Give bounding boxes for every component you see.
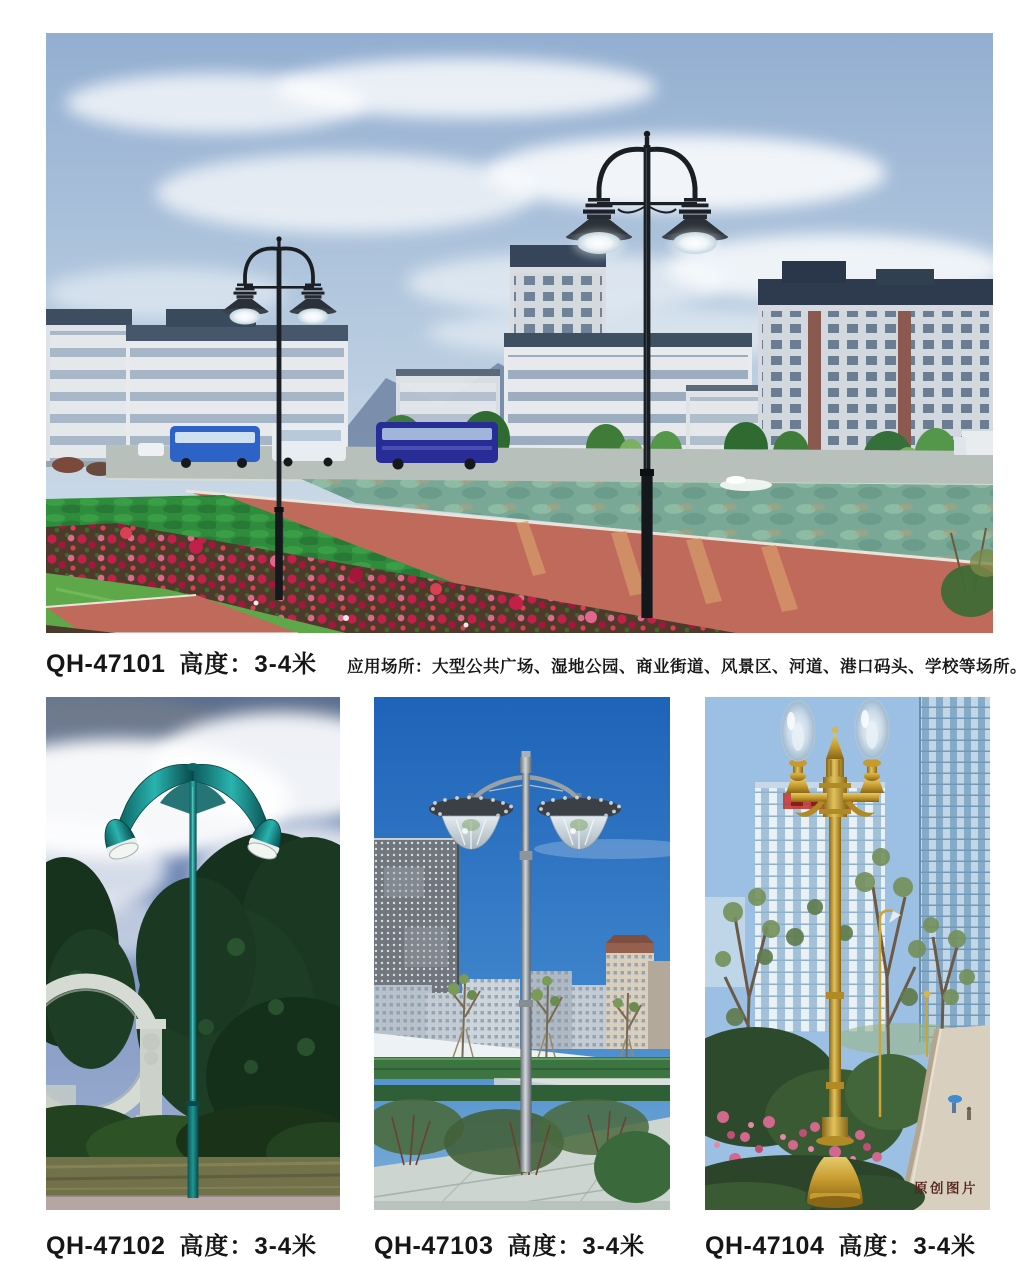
- umbrella: [948, 1095, 962, 1103]
- caption-qh-47102: [46, 1226, 317, 1261]
- product-code: QH-47102: [46, 1232, 166, 1260]
- photo-qh-47101: [46, 33, 993, 633]
- product-height: 高度：3-4米: [838, 1233, 977, 1260]
- photo-qh-47102-scene: [46, 697, 340, 1210]
- path-strip: [46, 1196, 340, 1210]
- photo-qh-47104-scene: [705, 697, 990, 1210]
- photo-qh-47103-scene: [374, 697, 670, 1210]
- photo-qh-47103: [374, 697, 670, 1210]
- product-height: 高度：3-4米: [179, 1233, 318, 1260]
- product-code: QH-47103: [374, 1232, 494, 1260]
- product-height: 高度：3-4米: [179, 651, 318, 678]
- caption-qh-47101: [46, 644, 1028, 679]
- product-applications: 应用场所：大型公共广场、湿地公园、商业街道、风景区、河道、港口码头、学校等场所。: [347, 658, 1028, 676]
- photo-qh-47104: [705, 697, 990, 1210]
- caption-qh-47104: [705, 1226, 976, 1261]
- product-code: QH-47101: [46, 650, 166, 678]
- photo-qh-47101-scene: [46, 33, 993, 633]
- watermark: 原创图片: [914, 1181, 978, 1196]
- product-height: 高度：3-4米: [507, 1233, 646, 1260]
- caption-qh-47103: [374, 1226, 645, 1261]
- photo-qh-47102: [46, 697, 340, 1210]
- ground: [46, 445, 993, 633]
- product-code: QH-47104: [705, 1232, 825, 1260]
